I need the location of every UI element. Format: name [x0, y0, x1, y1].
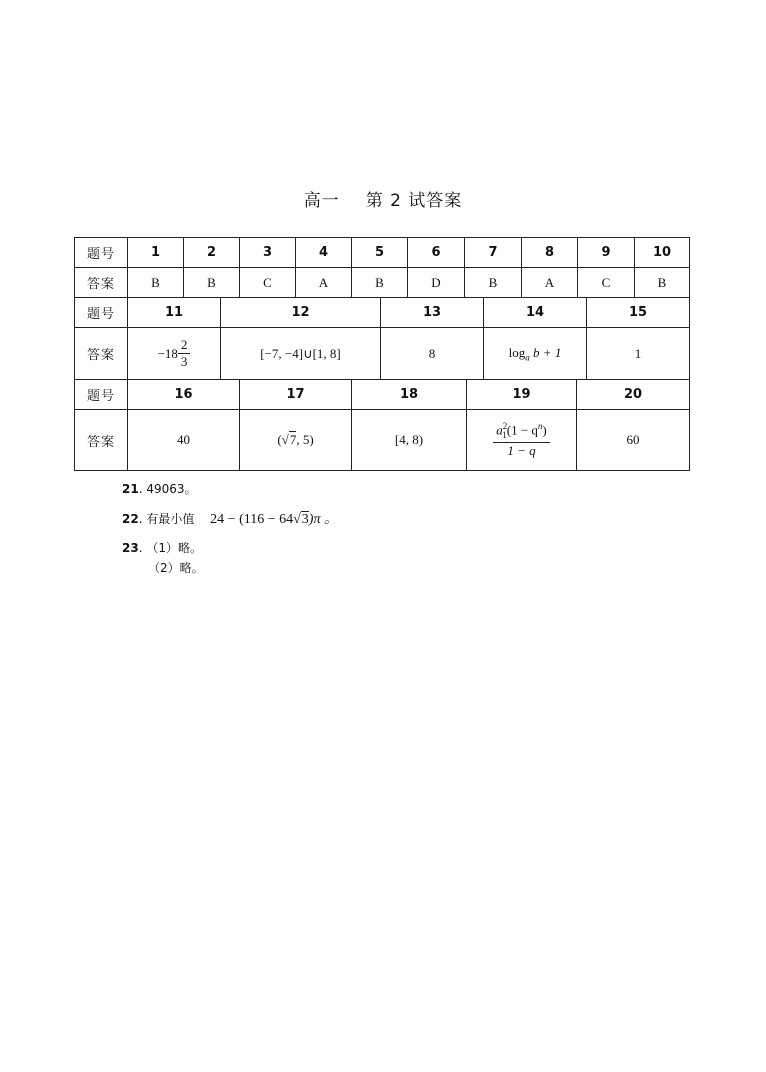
fraction-numerator: $a^2_1(1 - q^n)$: [493, 422, 550, 443]
row-label-question: 题号: [75, 298, 128, 328]
answer-cell: B: [635, 268, 690, 298]
question-number: 6: [408, 238, 465, 268]
answer-cell-14: [484, 328, 587, 380]
answer-cell: B: [128, 268, 184, 298]
paren-open: (: [277, 432, 282, 447]
answer-23: 23. （1）略。: [122, 541, 202, 555]
question-number: 9: [578, 238, 635, 268]
question-number: 15: [587, 298, 690, 328]
fraction-denominator: 3: [180, 354, 188, 369]
answer-cell-15: 1: [587, 328, 690, 380]
answer-cell: B: [465, 268, 522, 298]
question-number: 10: [635, 238, 690, 268]
question-number: 19: [467, 380, 577, 410]
question-number: 5: [352, 238, 408, 268]
question-number: 2: [184, 238, 240, 268]
question-number: 16: [128, 380, 240, 410]
answer-cell-13: 8: [381, 328, 484, 380]
answer-cell-19: [467, 410, 577, 471]
log-base: a: [525, 352, 530, 363]
answer-22: 22. 有最小值 24 − (116 − 64√3)π 。: [122, 512, 338, 527]
question-number: 12: [221, 298, 381, 328]
answer-cell-17: [240, 410, 352, 471]
fraction-numerator: 2: [178, 338, 191, 354]
row-label-question: 题号: [75, 380, 128, 410]
log-text: log: [508, 344, 526, 360]
question-number: 18: [352, 380, 467, 410]
question-number: 20: [577, 380, 690, 410]
answer-cell-16: 40: [128, 410, 240, 471]
answer-cell: C: [240, 268, 296, 298]
mixed-whole: −18: [157, 345, 178, 361]
row-label-answer: 答案: [75, 328, 128, 380]
answer-cell: B: [184, 268, 240, 298]
sqrt-radicand: 7: [289, 432, 297, 447]
answer-23-part2: （2）略。: [148, 561, 204, 575]
answer-cell-18: [4, 8): [352, 410, 467, 471]
question-number: 3: [240, 238, 296, 268]
question-number: 1: [128, 238, 184, 268]
answer-cell-20: 60: [577, 410, 690, 471]
question-number: 8: [522, 238, 578, 268]
paren-close: , 5): [296, 432, 314, 447]
answer-cell-12: [−7, −4]∪[1, 8]: [221, 328, 381, 380]
fraction-denominator: 1 − q: [507, 442, 536, 458]
page-title: [0, 186, 766, 211]
answer-table-16-20: [74, 379, 690, 471]
row-label-answer: 答案: [75, 268, 128, 298]
log-rest: b + 1: [529, 344, 562, 360]
sqrt-sign: √: [281, 432, 289, 447]
row-label-question: 题号: [75, 238, 128, 268]
question-number: 14: [484, 298, 587, 328]
answer-21: 21. 49063。: [122, 482, 197, 496]
row-label-answer: 答案: [75, 410, 128, 471]
answer-cell-11: [128, 328, 221, 380]
question-number: 4: [296, 238, 352, 268]
question-number: 11: [128, 298, 221, 328]
title-test: 第 2 试答案: [365, 191, 463, 211]
answer-table-1-10: [74, 237, 690, 298]
question-number: 17: [240, 380, 352, 410]
question-number: 13: [381, 298, 484, 328]
answer-cell: B: [352, 268, 408, 298]
answer-cell: D: [408, 268, 465, 298]
answer-cell: C: [578, 268, 635, 298]
answer-cell: A: [296, 268, 352, 298]
answer-cell: A: [522, 268, 578, 298]
title-grade: 高一: [303, 191, 340, 211]
question-number: 7: [465, 238, 522, 268]
answer-table-11-15: [74, 297, 690, 380]
